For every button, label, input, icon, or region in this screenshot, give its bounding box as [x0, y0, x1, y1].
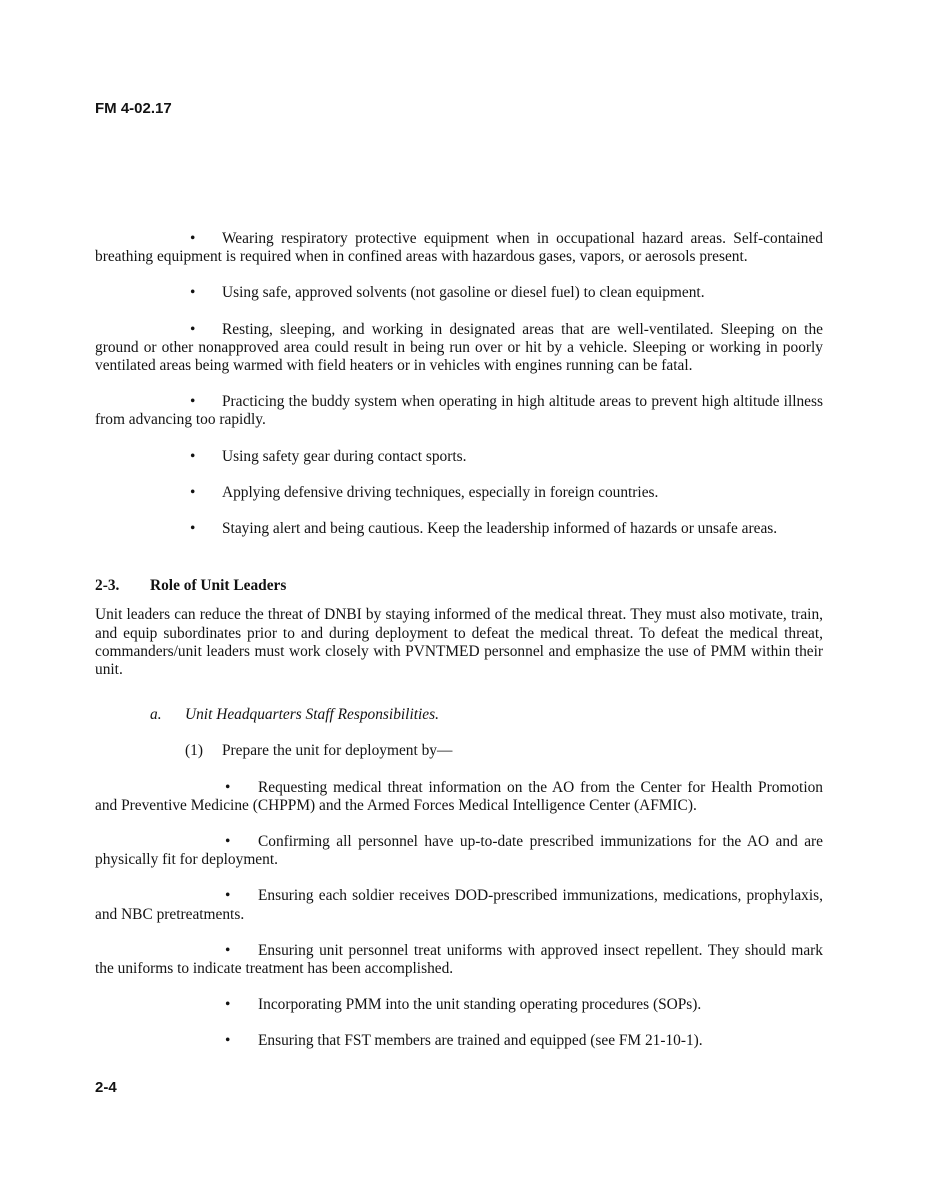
section-heading: [95, 577, 823, 595]
bullet-text: Ensuring that FST members are trained and equipped (see FM 21-10-1).: [258, 1032, 703, 1050]
bullet-icon: •: [190, 393, 196, 411]
bullet-text: Requesting medical threat information on the AO from the Center for Health Promotion and Preventive Medicine (CHPPM) and the Armed Forces Medical Intelligence Center (AFMIC).: [95, 778, 823, 814]
bullet-item: [95, 833, 823, 869]
body-paragraph: Unit leaders can reduce the threat of DNBI by staying informed of the medical threat. They must also motivate, train, and equip subordinates prior to and during deployment to defeat the medical threat. To defeat the medical threat, commanders/unit leaders must work closely with PVNTMED personnel and emphasize the use of PMM within their unit.: [95, 606, 823, 679]
bullet-icon: •: [225, 887, 231, 905]
bullet-text: Using safety gear during contact sports.: [222, 447, 467, 465]
section-title: Role of Unit Leaders: [150, 577, 287, 595]
bullet-icon: •: [225, 996, 231, 1014]
bullet-item: [95, 520, 823, 538]
bullet-item: [95, 996, 823, 1014]
subsection-title: Unit Headquarters Staff Responsibilities.: [185, 706, 439, 724]
bullet-icon: •: [225, 833, 231, 851]
subsection-a: [95, 706, 823, 724]
bullet-item: [95, 887, 823, 923]
bullet-text: Ensuring each soldier receives DOD-prescribed immunizations, medications, prophylaxis, and NBC pretreatments.: [95, 887, 823, 923]
subsection-label: a.: [150, 706, 162, 724]
page-footer: 2-4: [95, 1078, 117, 1096]
bullet-item: [95, 230, 823, 266]
bullet-icon: •: [190, 483, 196, 501]
section-number: 2-3.: [95, 577, 120, 595]
bullet-item: [95, 1032, 823, 1050]
bullet-item: [95, 779, 823, 815]
bullet-item: [95, 942, 823, 978]
bullet-icon: •: [225, 941, 231, 959]
bullet-icon: •: [190, 284, 196, 302]
bullet-text: Wearing respiratory protective equipment when in occupational hazard areas. Self-contained breathing equipment is required when in confined areas with hazardous gases, vapors, or aerosols present.: [95, 230, 823, 266]
bullet-icon: •: [190, 320, 196, 338]
bullet-icon: •: [225, 778, 231, 796]
bullet-text: Ensuring unit personnel treat uniforms with approved insect repellent. They should mark the uniforms to indicate treatment has been accomplished.: [95, 941, 823, 978]
bullet-item: [95, 393, 823, 429]
bullet-text: Staying alert and being cautious. Keep the leadership informed of hazards or unsafe areas.: [222, 520, 778, 538]
numbered-item: [95, 742, 823, 760]
bullet-item: [95, 284, 823, 302]
bullet-text: Applying defensive driving techniques, especially in foreign countries.: [222, 483, 659, 501]
bullet-icon: •: [190, 520, 196, 538]
bullet-icon: •: [225, 1032, 231, 1050]
bullet-text: Incorporating PMM into the unit standing operating procedures (SOPs).: [258, 996, 702, 1014]
bullet-item: [95, 448, 823, 466]
bullet-text: Resting, sleeping, and working in designated areas that are well-ventilated. Sleeping on the ground or other nonapproved area could result in being run over or hit by a vehicle. Sleeping or working in poorly ventilated areas being warmed with field heaters or in vehicles with engines running can be fatal.: [95, 320, 823, 375]
item-number: (1): [185, 742, 203, 760]
bullet-icon: •: [190, 230, 196, 247]
bullet-text: Practicing the buddy system when operating in high altitude areas to prevent high altitude illness from advancing too rapidly.: [95, 393, 823, 429]
bullet-text: Using safe, approved solvents (not gasoline or diesel fuel) to clean equipment.: [222, 284, 705, 302]
bullet-icon: •: [190, 447, 196, 465]
bullet-item: [95, 484, 823, 502]
item-text: Prepare the unit for deployment by—: [222, 742, 453, 760]
bullet-item: [95, 321, 823, 376]
bullet-text: Confirming all personnel have up-to-date prescribed immunizations for the AO and are physically fit for deployment.: [95, 833, 823, 869]
page-header: FM 4-02.17: [95, 100, 172, 117]
